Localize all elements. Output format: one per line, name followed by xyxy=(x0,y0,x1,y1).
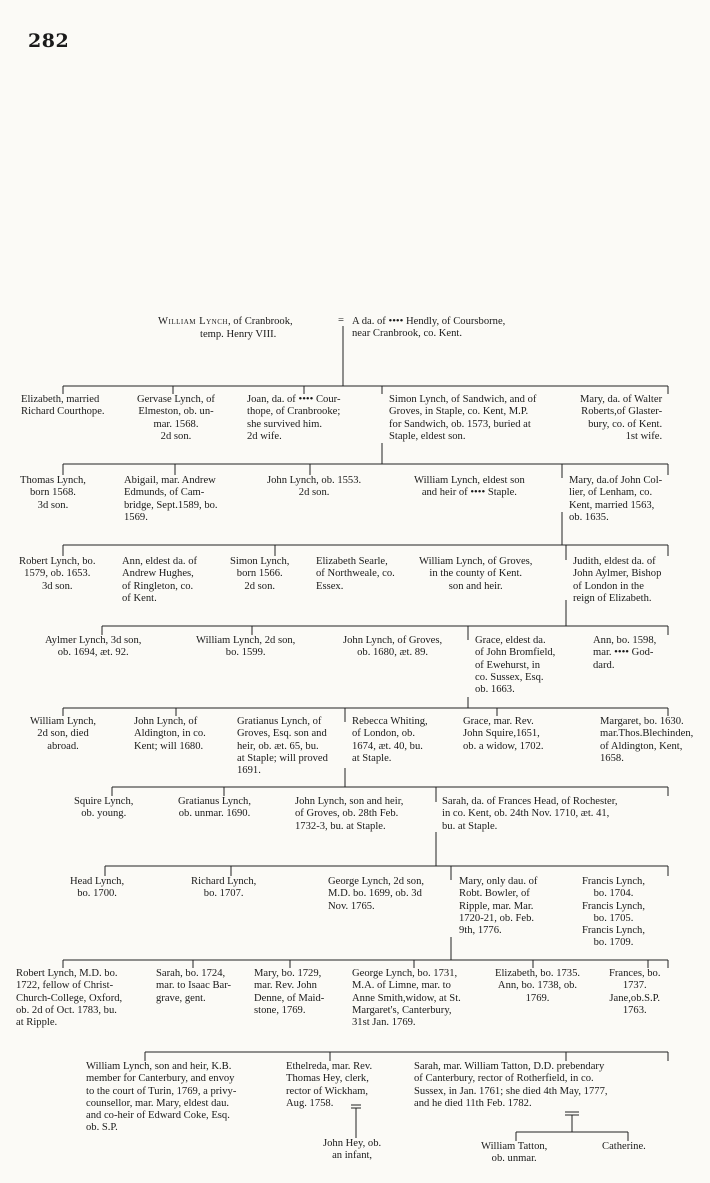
founder-name: William Lynch xyxy=(158,316,228,327)
squire-lynch: Squire Lynch, ob. young. xyxy=(74,796,134,820)
grace-bromfield: Grace, eldest da. of John Bromfield, of Ewehurst, in co. Sussex, Esq. ob. 1663. xyxy=(475,635,556,696)
abigail-edmunds: Abigail, mar. Andrew Edmunds, of Cam- bridge, Sept.1589, bo. 1569. xyxy=(124,475,218,523)
elizabeth-searle: Elizabeth Searle, of Northweale, co. Essex. xyxy=(316,556,395,592)
mary-bowler: Mary, only dau. of Robt. Bowler, of Ripple, mar. Mar. 1720-21, ob. Feb. 9th, 1776. xyxy=(459,876,538,937)
mary-denne: Mary, bo. 1729, mar. Rev. John Denne, of Maid- stone, 1769. xyxy=(254,968,325,1016)
george-lynch-md: George Lynch, 2d son, M.D. bo. 1699, ob. 3d Nov. 1765. xyxy=(328,876,425,912)
page-number: 282 xyxy=(28,30,70,52)
gratianus-lynch-groves: Gratianus Lynch, of Groves, Esq. son and heir, ob. æt. 65, bu. at Staple; will proved 1691. xyxy=(237,716,328,777)
frances-jane-lynch: Frances, bo. 1737. Jane,ob.S.P. 1763. xyxy=(609,968,661,1016)
william-lynch-groves: William Lynch, of Groves, in the county of Kent. son and heir. xyxy=(419,556,533,592)
john-lynch-heir: John Lynch, son and heir, of Groves, ob. 28th Feb. 1732-3, bu. at Staple. xyxy=(295,796,404,832)
founder-residence: , of Cranbrook, xyxy=(227,316,293,327)
ann-goddard: Ann, bo. 1598, mar. •••• God- dard. xyxy=(593,635,657,671)
simon-lynch-1566: Simon Lynch, born 1566. 2d son. xyxy=(230,556,290,592)
mary-roberts: Mary, da. of Walter Roberts,of Glaster- bury, co. of Kent. 1st wife. xyxy=(580,394,663,442)
gervase-lynch: Gervase Lynch, of Elmeston, ob. un- mar. 1568. 2d son. xyxy=(137,394,215,442)
catherine-tatton: Catherine. xyxy=(602,1141,646,1152)
ethelreda-hey: Ethelreda, mar. Rev. Thomas Hey, clerk, rector of Wickham, Aug. 1758. xyxy=(286,1061,373,1109)
john-lynch-aldington: John Lynch, of Aldington, in co. Kent; will 1680. xyxy=(134,716,206,752)
ann-hughes: Ann, eldest da. of Andrew Hughes, of Ringleton, co. of Kent. xyxy=(122,556,198,604)
rebecca-whiting: Rebecca Whiting, of London, ob. 1674, æt. 40, bu. at Staple. xyxy=(352,716,428,764)
william-lynch-kb: William Lynch, son and heir, K.B. member for Canterbury, and envoy to the court of Turin, 1769, a privy- counsellor, mar. Mary, eldest dau. and co-heir of Edward Coke, Esq. ob. S.P. xyxy=(86,1061,237,1134)
john-hey: John Hey, ob. an infant, xyxy=(323,1138,382,1162)
founder-reign: temp. Henry VIII. xyxy=(200,329,277,340)
simon-lynch-sandwich: Simon Lynch, of Sandwich, and of Groves, in Staple, co. Kent, M.P. for Sandwich, ob. 1573, buried at Staple, eldest son. xyxy=(389,394,537,442)
sarah-bargrave: Sarah, bo. 1724, mar. to Isaac Bar- grave, gent. xyxy=(156,968,232,1004)
richard-lynch: Richard Lynch, bo. 1707. xyxy=(191,876,257,900)
joan-courthope: Joan, da. of •••• Cour- thope, of Cranbrooke; she survived him. 2d wife. xyxy=(247,394,341,442)
william-lynch-abroad: William Lynch, 2d son, died abroad. xyxy=(30,716,97,752)
john-lynch-groves: John Lynch, of Groves, ob. 1680, æt. 89. xyxy=(343,635,443,659)
sarah-head: Sarah, da. of Frances Head, of Rochester, in co. Kent, ob. 24th Nov. 1710, æt. 41, bu. at Staple. xyxy=(442,796,618,832)
john-lynch-1553: John Lynch, ob. 1553. 2d son. xyxy=(267,475,362,499)
william-lynch-1599: William Lynch, 2d son, bo. 1599. xyxy=(196,635,296,659)
mary-collier: Mary, da.of John Col- lier, of Lenham, co. Kent, married 1563, ob. 1635. xyxy=(569,475,663,523)
aylmer-lynch: Aylmer Lynch, 3d son, ob. 1694, æt. 92. xyxy=(45,635,142,659)
william-tatton: William Tatton, ob. unmar. xyxy=(481,1141,548,1165)
william-lynch-founder xyxy=(158,316,293,328)
founder-wife: A da. of •••• Hendly, of Coursborne, near Cranbrook, co. Kent. xyxy=(352,316,506,340)
william-lynch-staple: William Lynch, eldest son and heir of •••• Staple. xyxy=(414,475,525,499)
gratianus-lynch-unmar: Gratianus Lynch, ob. unmar. 1690. xyxy=(178,796,251,820)
grace-squire: Grace, mar. Rev. John Squire,1651, ob. a widow, 1702. xyxy=(463,716,544,752)
judith-aylmer: Judith, eldest da. of John Aylmer, Bishop of London in the reign of Elizabeth. xyxy=(573,556,662,604)
francis-lynch: Francis Lynch, bo. 1704. Francis Lynch, bo. 1705. Francis Lynch, bo. 1709. xyxy=(582,876,645,949)
margaret-blechinden: Margaret, bo. 1630. mar.Thos.Blechinden, of Aldington, Kent, 1658. xyxy=(600,716,694,764)
george-lynch-1731: George Lynch, bo. 1731, M.A. of Limne, mar. to Anne Smith,widow, at St. Margaret's, Canterbury, 31st Jan. 1769. xyxy=(352,968,461,1029)
head-lynch: Head Lynch, bo. 1700. xyxy=(70,876,125,900)
thomas-lynch: Thomas Lynch, born 1568. 3d son. xyxy=(20,475,86,511)
robert-lynch-1579: Robert Lynch, bo. 1579, ob. 1653. 3d son. xyxy=(19,556,96,592)
elizabeth-courthope: Elizabeth, married Richard Courthope. xyxy=(21,394,105,418)
sarah-tatton: Sarah, mar. William Tatton, D.D. prebendary of Canterbury, rector of Rotherfield, in co. Sussex, in Jan. 1761; she died 4th May, 1777, and he died 11th Feb. 1782. xyxy=(414,1061,608,1109)
robert-lynch-md: Robert Lynch, M.D. bo. 1722, fellow of Christ- Church-College, Oxford, ob. 2d of Oct. 1783, bu. at Ripple. xyxy=(16,968,123,1029)
marriage-sign: = xyxy=(338,315,344,326)
elizabeth-ann-lynch: Elizabeth, bo. 1735. Ann, bo. 1738, ob. 1769. xyxy=(495,968,581,1004)
